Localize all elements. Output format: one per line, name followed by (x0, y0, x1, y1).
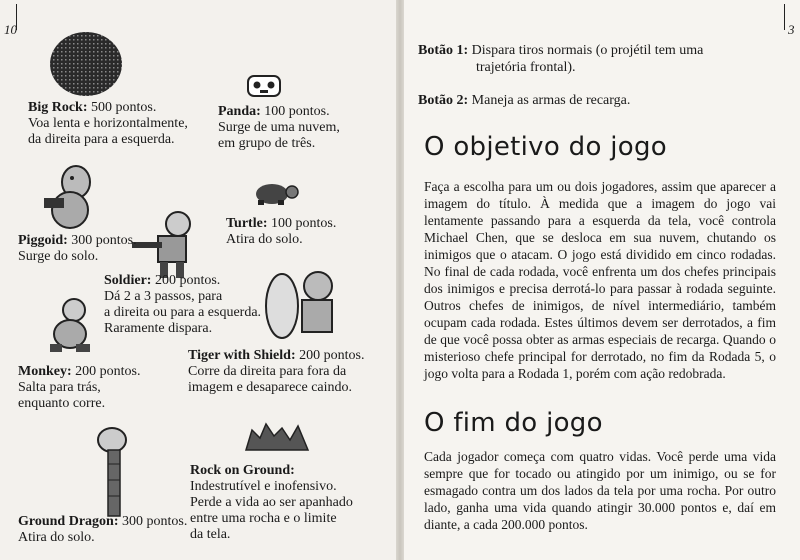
turtle-icon (250, 180, 302, 206)
button-1-description (418, 42, 778, 76)
enemy-points: 500 pontos. (87, 100, 157, 115)
enemy-name: Ground Dragon: (18, 514, 119, 529)
tiger-with-shield-icon (262, 266, 342, 342)
page-edge-mark-right (784, 4, 785, 30)
enemy-name: Soldier: (104, 273, 152, 288)
page-number-right: 3 (788, 22, 795, 37)
enemy-desc: Atira do solo. (18, 530, 95, 545)
enemy-name: Panda: (218, 104, 261, 119)
monkey-icon (44, 296, 96, 356)
enemy-desc: entre uma rocha e o limite (190, 511, 337, 526)
page-number-left: 10 (4, 22, 17, 37)
enemy-desc: a direita ou para a esquerda. (104, 305, 262, 320)
enemy-desc: Surge de uma nuvem, (218, 120, 340, 135)
enemy-rock-on-ground (190, 463, 353, 543)
enemy-soldier (104, 273, 261, 337)
enemy-name: Turtle: (226, 216, 268, 231)
enemy-desc: Perde a vida ao ser apanhado (190, 495, 353, 510)
section-title-objective: O objetivo do jogo (424, 132, 667, 162)
enemy-desc: Corre da direita para fora da (188, 364, 347, 379)
enemy-desc: em grupo de três. (218, 136, 316, 151)
enemy-tiger-with-shield (188, 348, 364, 396)
piggoid-icon (40, 158, 100, 234)
enemy-desc: enquanto corre. (18, 396, 106, 411)
enemy-points: 300 pontos. (118, 514, 188, 529)
soldier-icon (128, 208, 204, 280)
enemy-name: Big Rock: (28, 100, 88, 115)
enemy-desc: Surge do solo. (18, 249, 99, 264)
enemy-desc: da direita para a esquerda. (28, 132, 175, 147)
enemy-points: 100 pontos. (267, 216, 337, 231)
button-text: trajetória frontal). (476, 60, 576, 75)
section-body-objective: Faça a escolha para um ou dois jogadores, assim que aparecer a imagem do título. À medida que a imagem do jogo vai lentamente passando para a esquerda da tela, você controla Michael Chen, que se desloca em sua nuvem, chutando os inimigos que o atacam. O jogo está dividido em cinco rodadas. No final de cada rodada, você enfrenta um dos chefes principais dos inimigos e precisa derrotá-lo para passar à rodada seguinte. Outros chefes de inimigos, de nível intermediário, também ocupam cada rodada. Estes últimos devem ser derrotados, a fim de que você possa obter as armas especiais de recarga. Quando o misterioso chefe principal for derrotado, no fim da Rodada 5, o jogo volta para a Rodada 1, porém com ação redobrada. (424, 179, 776, 381)
enemy-turtle (226, 216, 336, 248)
enemy-panda (218, 104, 340, 152)
enemy-desc: Raramente dispara. (104, 321, 213, 336)
enemy-desc: Dá 2 a 3 passos, para (104, 289, 223, 304)
button-label: Botão 2: (418, 93, 469, 108)
enemy-points: 100 pontos. (260, 104, 330, 119)
panda-icon (246, 72, 282, 98)
enemy-desc: Voa lenta e horizontalmente, (28, 116, 188, 131)
enemy-piggoid (18, 233, 137, 265)
book-gutter (396, 0, 404, 560)
big-rock-icon (48, 30, 124, 98)
enemy-points: 200 pontos. (295, 348, 365, 363)
enemy-name: Rock on Ground: (190, 463, 295, 478)
enemy-points: 200 pontos. (151, 273, 221, 288)
enemy-desc: Atira do solo. (226, 232, 303, 247)
enemy-big-rock (28, 100, 188, 148)
enemy-desc: da tela. (190, 527, 231, 542)
enemy-name: Tiger with Shield: (188, 348, 296, 363)
rock-on-ground-icon (244, 420, 310, 452)
enemy-name: Piggoid: (18, 233, 68, 248)
enemy-desc: Indestrutível e inofensivo. (190, 479, 337, 494)
enemy-desc: imagem e desaparece caindo. (188, 380, 353, 395)
enemy-monkey (18, 364, 141, 412)
button-2-description (418, 92, 778, 109)
enemy-desc: Salta para trás, (18, 380, 101, 395)
button-text: Maneja as armas de recarga. (468, 93, 631, 108)
ground-dragon-icon (90, 424, 136, 520)
button-text: Dispara tiros normais (o projétil tem uma (468, 43, 704, 58)
section-body-game-end: Cada jogador começa com quatro vidas. Você perde uma vida sempre que for tocado ou atingido por um inimigo, ou se for esmagado contra um dos lados da tela por uma rocha. Por outro lado, ganha uma vida quando atingir 30.000 pontos e, daí em diante, a cada 200.000 pontos. (424, 449, 776, 532)
enemy-name: Monkey: (18, 364, 72, 379)
section-title-game-end: O fim do jogo (424, 408, 603, 438)
enemy-points: 300 pontos. (67, 233, 137, 248)
enemy-ground-dragon (18, 514, 187, 546)
button-label: Botão 1: (418, 43, 469, 58)
enemy-points: 200 pontos. (71, 364, 141, 379)
